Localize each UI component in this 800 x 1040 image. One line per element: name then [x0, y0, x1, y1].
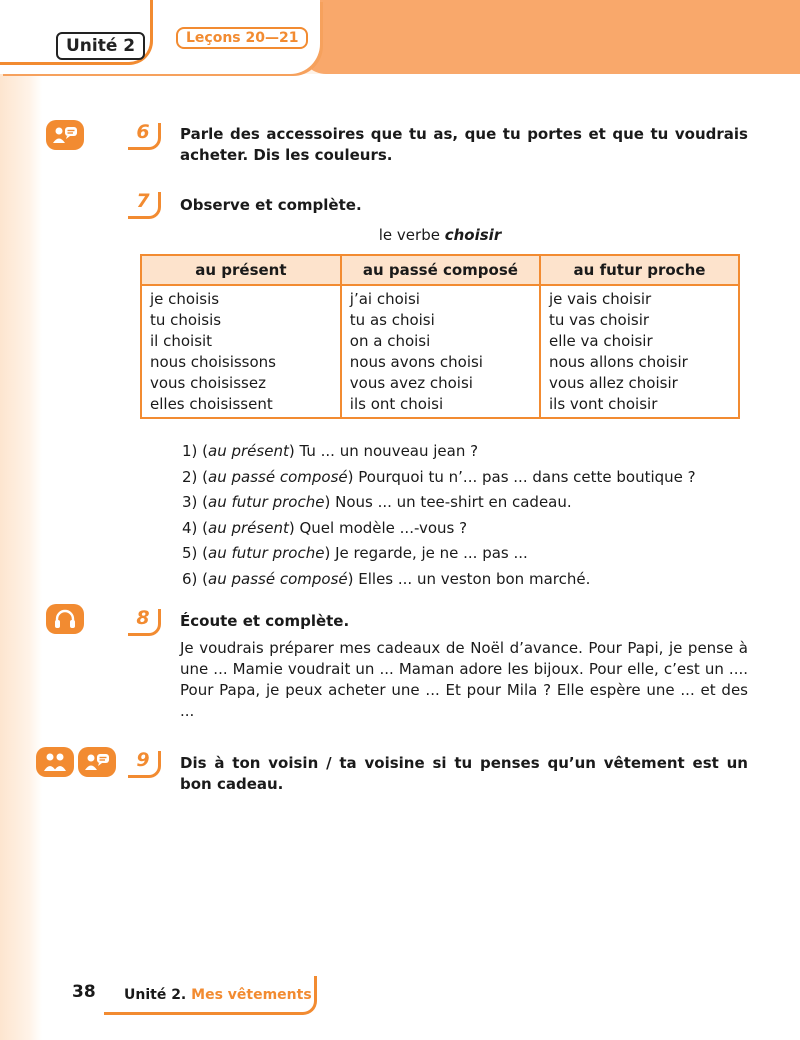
header-present: au présent [141, 255, 341, 285]
task-6-instruction: Parle des accessoires que tu as, que tu portes et que tu voudrais acheter. Dis les couleurs. [180, 125, 748, 164]
item-number: 5) [182, 544, 198, 562]
conjugation-form: elle va choisir [548, 332, 653, 350]
item-text: Pourquoi tu n’... pas ... dans cette boutique ? [358, 467, 696, 486]
task-number-6: 6 [128, 123, 161, 150]
item-text: Elles ... un veston bon marché. [358, 569, 591, 588]
passe-compose-column [341, 285, 540, 418]
conjugation-form: vous choisissez [150, 374, 266, 392]
list-item: 4) (au présent) Quel modèle ...-vous ? [182, 518, 468, 537]
task-8-text: Je voudrais préparer mes cadeaux de Noël d’avance. Pour Papi, je pense à une ... Mamie voudrait un ... Maman adore les bijoux. Pour elle, c’est un .... Pour Papa, je peux acheter une ... Et pour Mila ? Elle espère une ... et des ... [180, 639, 748, 720]
task-number-8: 8 [128, 609, 161, 636]
speaking-icon [78, 747, 116, 777]
list-item: 3) (au futur proche) Nous ... un tee-shirt en cadeau. [182, 493, 572, 511]
conjugation-form: tu as choisi [349, 311, 435, 329]
list-item: 6) (au passé composé) Elles ... un veston bon marché. [182, 569, 591, 588]
task-8-instruction: Écoute et complète. [180, 612, 350, 630]
pair-work-icon [36, 747, 74, 777]
item-tense: au passé composé [208, 569, 348, 588]
conjugation-form: j’ai choisi [349, 290, 420, 308]
item-tense: au passé composé [208, 467, 348, 486]
list-item: 1) (au présent) Tu ... un nouveau jean ? [182, 442, 479, 460]
unit-badge: Unité 2 [56, 32, 145, 60]
task-7-instruction: Observe et complète. [180, 196, 362, 214]
left-page-band [0, 0, 42, 1040]
header-futur-proche: au futur proche [540, 255, 739, 285]
item-text: Tu ... un nouveau jean ? [299, 442, 479, 460]
conjugation-form: je choisis [150, 290, 220, 308]
present-column [141, 285, 341, 418]
table-caption [140, 226, 740, 244]
item-tense: au présent [208, 518, 289, 537]
conjugation-form: vous allez choisir [548, 374, 678, 392]
item-number: 3) [182, 493, 198, 511]
conjugation-form: il choisit [150, 332, 213, 350]
conjugation-form: tu vas choisir [548, 311, 650, 329]
conjugation-form: nous allons choisir [548, 353, 688, 371]
top-band-orange [300, 0, 800, 74]
conjugation-form: nous choisissons [150, 353, 276, 371]
footer-unit-title: Mes vêtements [191, 987, 312, 1003]
conjugation-form: vous avez choisi [349, 374, 473, 392]
item-tense: au présent [208, 442, 289, 460]
speech-person-icon [84, 752, 110, 772]
conjugation-form: ils vont choisir [548, 395, 658, 413]
conjugation-form: tu choisis [150, 311, 222, 329]
header-passe-compose: au passé composé [341, 255, 540, 285]
conjugation-form: on a choisi [349, 332, 431, 350]
item-tense: au futur proche [208, 544, 325, 562]
conjugation-form: nous avons choisi [349, 353, 483, 371]
item-text: Je regarde, je ne ... pas ... [335, 544, 528, 562]
list-item: 2) (au passé composé) Pourquoi tu n’... pas ... dans cette boutique ? [182, 467, 696, 486]
conjugation-form: je vais choisir [548, 290, 652, 308]
task-number-7: 7 [128, 192, 161, 219]
listening-icon [46, 604, 84, 634]
headphones-icon [53, 608, 77, 630]
caption-prefix: le verbe [378, 226, 440, 244]
item-text: Nous ... un tee-shirt en cadeau. [335, 493, 572, 511]
item-number: 2) [182, 467, 198, 486]
page-number: 38 [72, 982, 96, 1002]
conjugation-table [140, 254, 740, 419]
conjugation-form: ils ont choisi [349, 395, 444, 413]
task-9-instruction: Dis à ton voisin / ta voisine si tu penses qu’un vêtement est un bon cadeau. [180, 754, 748, 793]
list-item: 5) (au futur proche) Je regarde, je ne ... pas ... [182, 544, 528, 562]
futur-proche-column [540, 285, 739, 418]
caption-verb: choisir [444, 226, 502, 244]
item-text: Quel modèle ...-vous ? [299, 518, 468, 537]
two-people-icon [41, 751, 69, 773]
item-number: 6) [182, 569, 198, 588]
item-number: 4) [182, 518, 198, 537]
table-row [141, 285, 739, 418]
speaking-icon [46, 120, 84, 150]
exercise-list [182, 439, 742, 592]
task-number-9: 9 [128, 751, 161, 778]
lessons-badge: Leçons 20—21 [176, 27, 308, 49]
item-tense: au futur proche [208, 493, 325, 511]
footer-title [124, 987, 312, 1003]
conjugation-form: elles choisissent [150, 395, 273, 413]
speech-person-icon [52, 125, 78, 145]
item-number: 1) [182, 442, 198, 460]
footer-unit-label: Unité 2. [124, 987, 187, 1003]
